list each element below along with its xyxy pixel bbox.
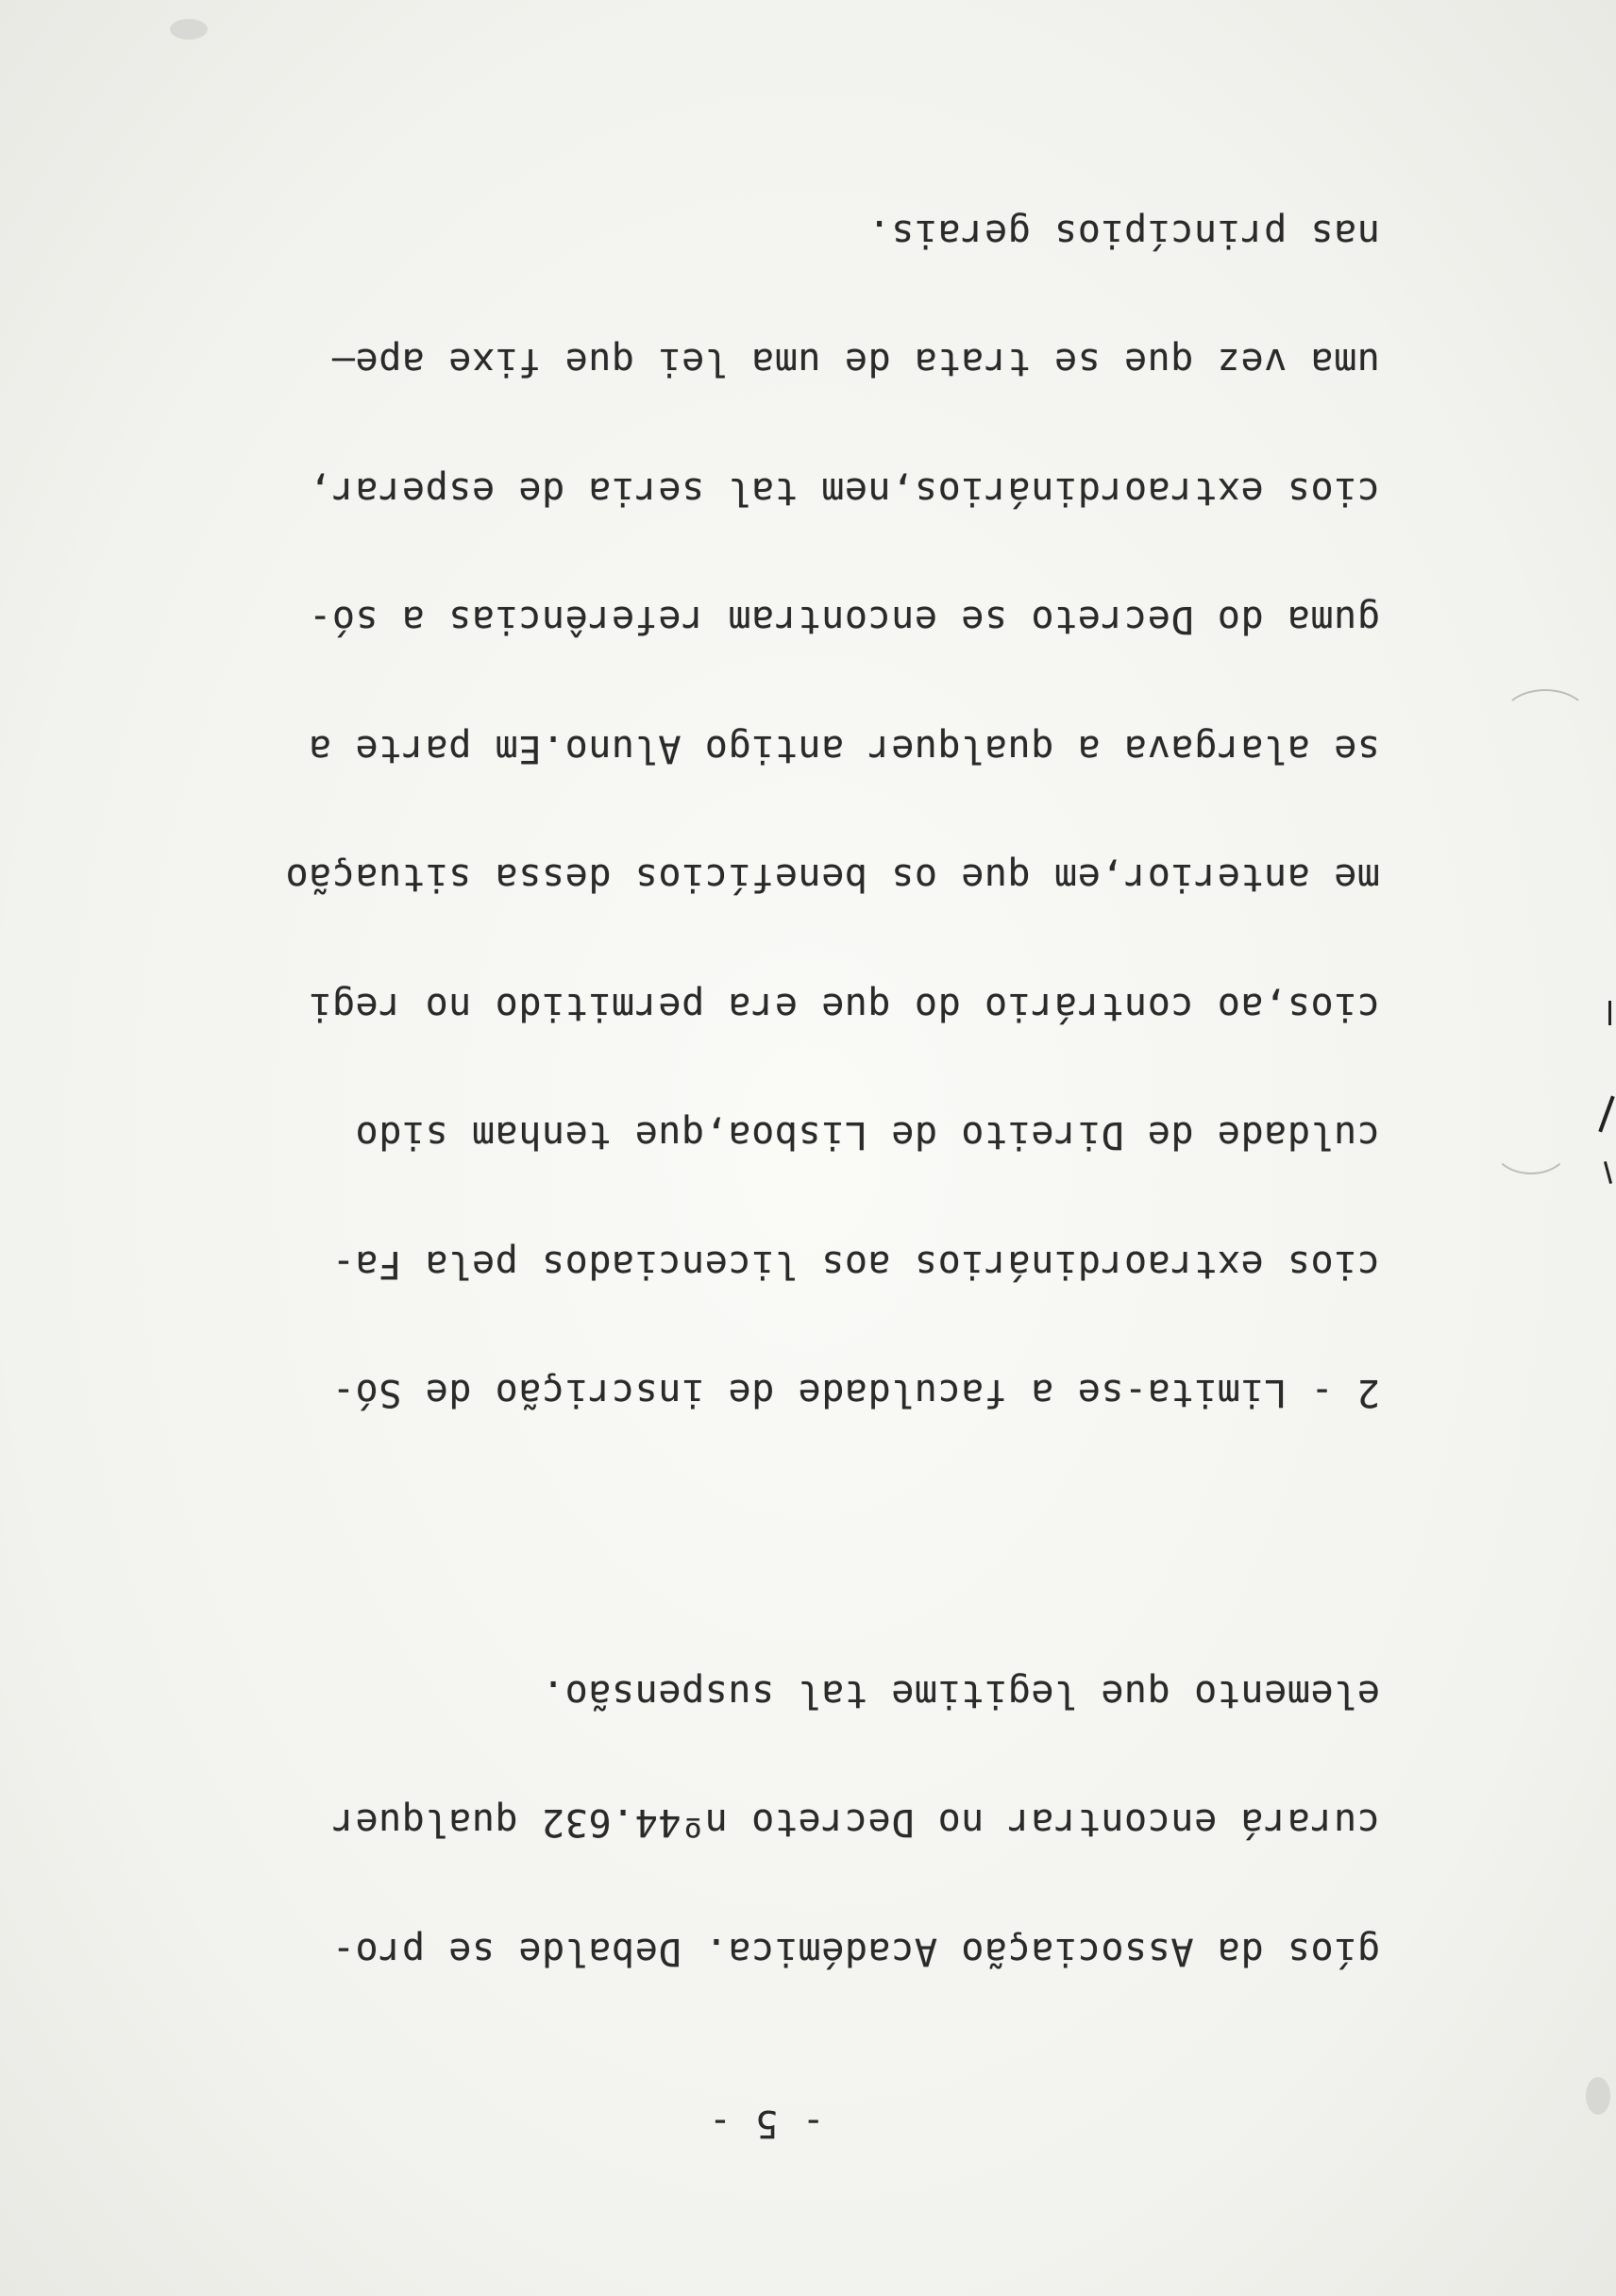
text-line: me anterior,em que os benefícios dessa situação	[284, 855, 1380, 900]
text-line: uma vez que se trata de uma lei que fixe ape—	[331, 340, 1380, 384]
text-line: gíos da Associação Académica. Debalde se pro-	[331, 1930, 1380, 1973]
page-number: - 5 -	[708, 2102, 825, 2145]
text-line: curará encontrar no Decreto nº44.632 qualquer	[331, 1800, 1380, 1845]
text-line: 2 - Limita-se a faculdade de inscrição de Só-	[331, 1371, 1380, 1415]
paragraph-gap	[153, 1543, 1380, 1586]
text-line: se alargava a qualquer antigo Aluno.Em parte a	[308, 727, 1380, 770]
text-line: cios,ao contrário do que era permitido no regi	[308, 985, 1380, 1028]
typewritten-text	[153, 0, 1380, 2230]
text-line: cios extraordinários aos licenciados pela Fa-	[331, 1242, 1380, 1286]
text-line: cios extraordinários,nem tal seria de esperar,	[308, 469, 1380, 513]
text-line: guma do Decreto se encontram referências a só-	[308, 598, 1380, 642]
paragraph-gap	[153, 82, 1380, 126]
text-line: culdade de Direito de Lisboa,que tenham sido	[331, 1113, 1380, 1157]
text-line: nas princípios gerais.	[867, 211, 1380, 255]
text-line: elemento que legitime tal suspensão.	[541, 1672, 1380, 1715]
